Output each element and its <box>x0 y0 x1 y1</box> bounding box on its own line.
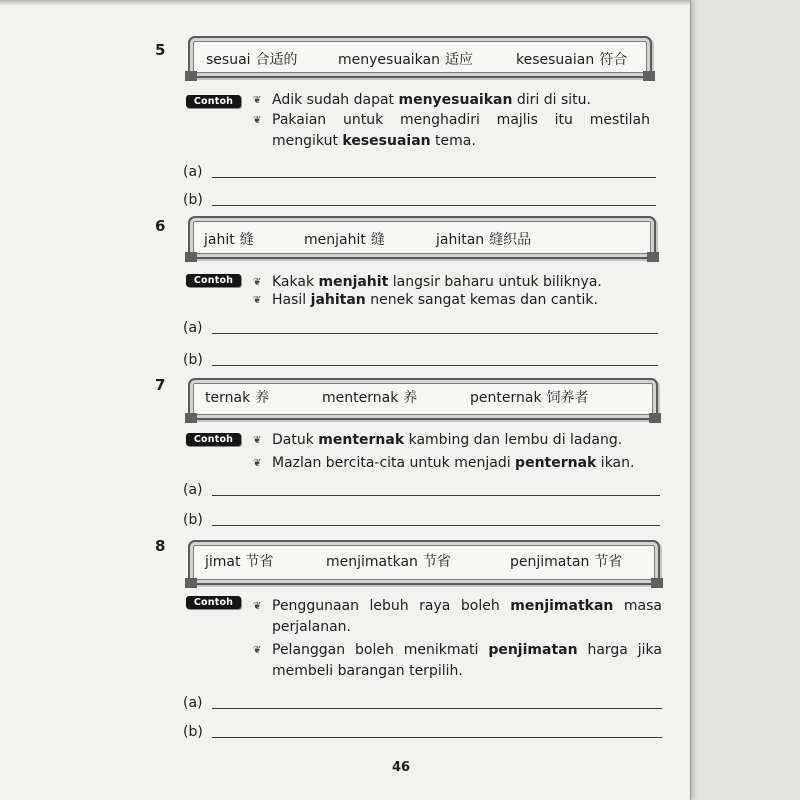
exercise-number: 7 <box>155 376 166 394</box>
exercise-5 <box>0 36 690 246</box>
sentence-text: tema. <box>430 133 476 149</box>
answer-label: (a) <box>183 695 203 711</box>
malay-word: menjimatkan <box>326 554 418 570</box>
example-badge: Contoh <box>186 596 241 609</box>
malay-word: jahitan <box>436 232 485 248</box>
vocab-word <box>304 230 385 250</box>
example-sentence <box>253 453 650 474</box>
floral-bullet-icon <box>253 453 267 474</box>
highlighted-word: kesesuaian <box>342 133 431 149</box>
answer-blank-line <box>212 205 656 206</box>
chinese-translation: 符合 <box>599 52 628 68</box>
chinese-translation: 节省 <box>245 554 274 570</box>
sentence-text: langsir baharu untuk biliknya. <box>388 274 602 290</box>
highlighted-word: menjahit <box>318 274 389 290</box>
example-sentence <box>253 90 650 111</box>
example-badge: Contoh <box>186 274 241 287</box>
chinese-translation: 养 <box>403 390 418 406</box>
sentence-text: ikan. <box>596 455 635 471</box>
sentence-text: Hasil <box>272 292 311 308</box>
floral-bullet-icon <box>253 640 267 661</box>
exercise-number: 5 <box>155 41 166 59</box>
answer-label: (b) <box>183 512 203 528</box>
sentence-text: Datuk <box>272 432 319 448</box>
vocab-word <box>205 388 269 408</box>
example-text <box>272 453 650 474</box>
vocab-word <box>436 230 531 250</box>
sentence-text: Adik sudah dapat <box>272 92 399 108</box>
malay-word: ternak <box>205 390 251 406</box>
malay-word: menjahit <box>304 232 366 248</box>
chinese-translation: 节省 <box>422 554 451 570</box>
answer-blank-line <box>212 177 656 178</box>
floral-bullet-icon <box>253 110 267 131</box>
floral-bullet-icon <box>253 290 267 311</box>
answer-label: (a) <box>183 320 203 336</box>
vocab-word <box>470 388 589 408</box>
word-box <box>188 36 652 78</box>
highlighted-word: penternak <box>515 455 597 471</box>
answer-blank-line <box>212 737 662 738</box>
example-text <box>272 290 650 311</box>
answer-blank-line <box>212 495 660 496</box>
sentence-text: Penggunaan lebuh raya boleh <box>272 598 511 614</box>
example-text <box>272 596 662 638</box>
answer-label: (a) <box>183 482 203 498</box>
highlighted-word: jahitan <box>310 292 366 308</box>
answer-label: (b) <box>183 352 203 368</box>
malay-word: sesuai <box>206 52 251 68</box>
answer-blank-line <box>212 333 658 334</box>
sentence-text: Kakak <box>272 274 319 290</box>
sentence-text: Pelanggan boleh menikmati <box>272 642 489 658</box>
box-corner-tab <box>185 578 197 588</box>
answer-label: (a) <box>183 164 203 180</box>
example-text <box>272 90 650 111</box>
malay-word: penjimatan <box>510 554 590 570</box>
word-box <box>188 216 656 259</box>
example-sentence <box>253 640 662 682</box>
word-box <box>188 540 660 585</box>
sentence-text: diri di situ. <box>512 92 591 108</box>
malay-word: jimat <box>205 554 241 570</box>
malay-word: jahit <box>204 232 235 248</box>
chinese-translation: 缝 <box>370 232 385 248</box>
malay-word: penternak <box>470 390 542 406</box>
word-box <box>188 378 658 420</box>
vocab-word <box>516 50 627 70</box>
example-sentence <box>253 430 650 451</box>
floral-bullet-icon <box>253 596 267 617</box>
example-badge: Contoh <box>186 433 241 446</box>
box-corner-tab <box>643 71 655 81</box>
example-text <box>272 640 662 682</box>
chinese-translation: 节省 <box>594 554 623 570</box>
vocab-word <box>204 230 254 250</box>
malay-word: kesesuaian <box>516 52 595 68</box>
example-text <box>272 110 650 152</box>
highlighted-word: menyesuaikan <box>398 92 513 108</box>
answer-blank-line <box>212 525 660 526</box>
example-sentence <box>253 290 650 311</box>
sentence-text: Mazlan bercita-cita untuk menjadi <box>272 455 516 471</box>
exercise-number: 6 <box>155 217 166 235</box>
chinese-translation: 合适的 <box>255 52 298 68</box>
floral-bullet-icon <box>253 90 267 111</box>
page-top-shadow <box>0 0 690 6</box>
example-sentence <box>253 110 650 152</box>
malay-word: menyesuaikan <box>338 52 440 68</box>
floral-bullet-icon <box>253 430 267 451</box>
vocab-word <box>510 552 622 572</box>
example-text <box>272 430 650 451</box>
answer-label: (b) <box>183 724 203 740</box>
vocab-word <box>206 50 298 70</box>
sentence-text: Pakaian untuk menghadiri majlis itu mestilah mengikut <box>272 112 650 149</box>
box-corner-tab <box>649 413 661 423</box>
malay-word: menternak <box>322 390 399 406</box>
box-corner-tab <box>185 252 197 262</box>
chinese-translation: 饲养者 <box>546 390 589 406</box>
box-corner-tab <box>647 252 659 262</box>
answer-label: (b) <box>183 192 203 208</box>
sentence-text: kambing dan lembu di ladang. <box>404 432 623 448</box>
vocab-word <box>326 552 451 572</box>
highlighted-word: penjimatan <box>488 642 578 658</box>
sentence-text: harga jika membeli barangan terpilih. <box>272 642 662 679</box>
page-number: 46 <box>391 760 411 775</box>
sentence-text: nenek sangat kemas dan cantik. <box>365 292 598 308</box>
vocab-word <box>205 552 274 572</box>
highlighted-word: menternak <box>318 432 405 448</box>
chinese-translation: 养 <box>255 390 270 406</box>
chinese-translation: 适应 <box>444 52 473 68</box>
answer-blank-line <box>212 365 658 366</box>
box-corner-tab <box>185 413 197 423</box>
sentence-text: masa perjalanan. <box>272 598 662 635</box>
box-corner-tab <box>651 578 663 588</box>
example-badge: Contoh <box>186 95 241 108</box>
exercise-number: 8 <box>155 537 166 555</box>
box-corner-tab <box>185 71 197 81</box>
chinese-translation: 缝 <box>239 232 254 248</box>
vocab-word <box>322 388 417 408</box>
answer-blank-line <box>212 708 662 709</box>
exercise-8 <box>0 537 690 750</box>
chinese-translation: 缝织品 <box>489 232 532 248</box>
example-sentence <box>253 596 662 638</box>
highlighted-word: menjimatkan <box>510 598 614 614</box>
vocab-word <box>338 50 473 70</box>
